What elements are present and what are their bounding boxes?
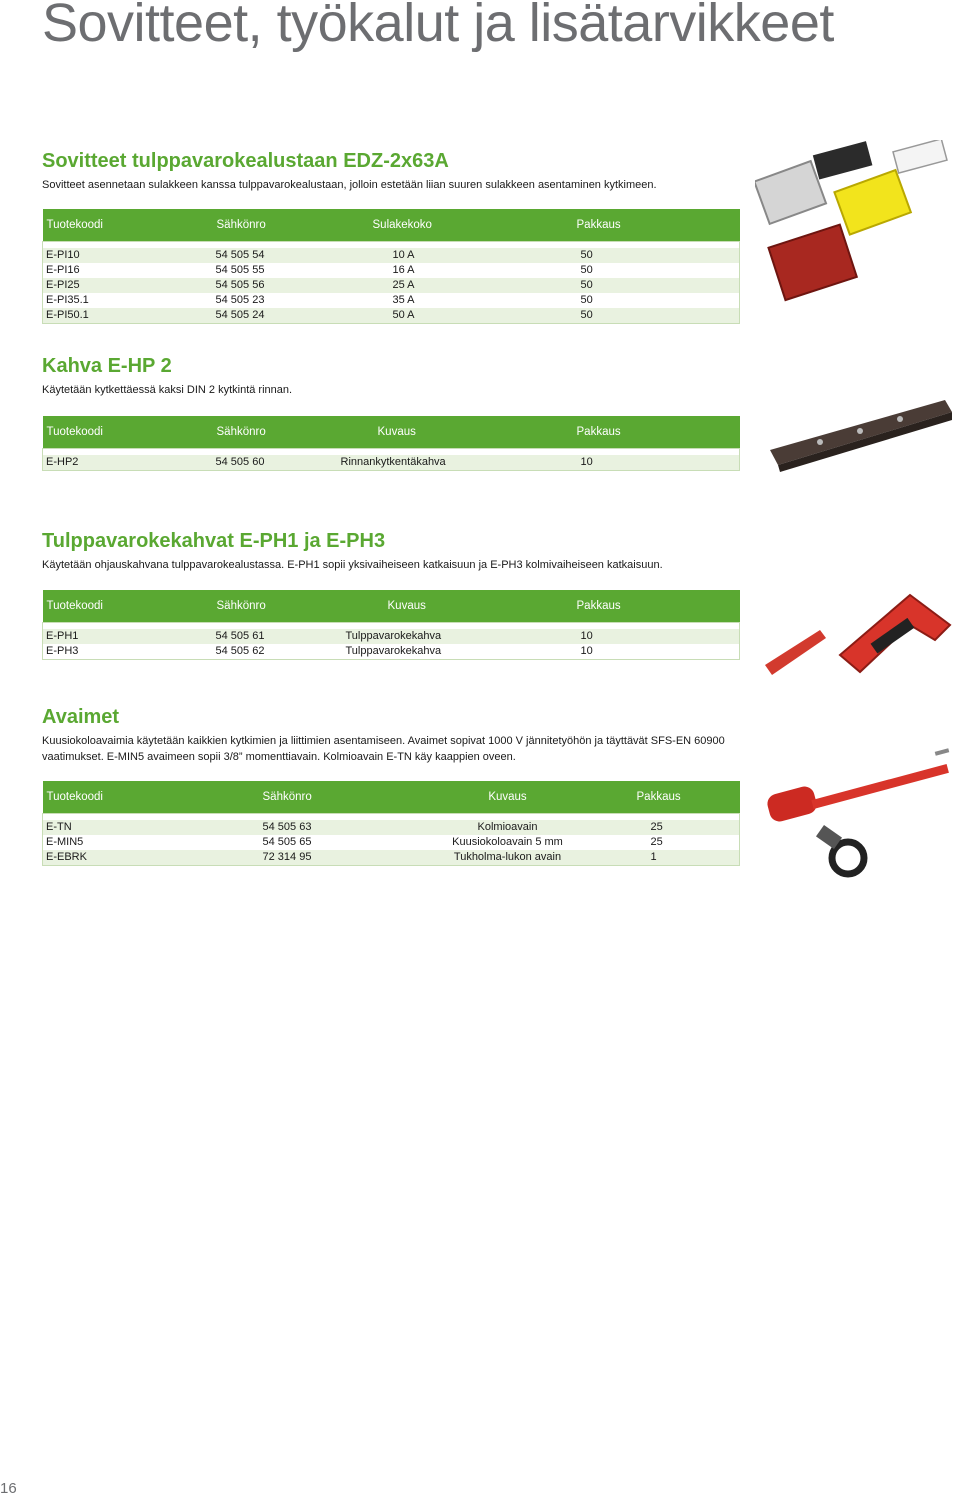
table-row [43, 263, 740, 278]
cell-number: 54 505 62 [213, 644, 343, 660]
cell-description: Tulppavarokekahva [343, 629, 573, 644]
table-row [43, 308, 740, 324]
cell-number: 72 314 95 [233, 850, 383, 866]
product-table [42, 590, 740, 660]
cell-pack: 10 [573, 455, 740, 471]
cell-code: E-PH3 [43, 644, 213, 660]
header-cell: Sähkönro [213, 209, 363, 242]
product-table [42, 781, 740, 866]
cell-code: E-PI50.1 [43, 308, 213, 324]
cell-number: 54 505 23 [213, 293, 363, 308]
header-cell: Tuotekoodi [43, 416, 213, 449]
section-title: Avaimet [42, 706, 120, 728]
table-row [43, 820, 740, 835]
table-row [43, 455, 740, 471]
cell-size: 16 A [363, 263, 573, 278]
cell-number: 54 505 55 [213, 263, 363, 278]
header-cell: Tuotekoodi [43, 781, 233, 814]
cell-number: 54 505 24 [213, 308, 363, 324]
cell-pack: 1 [633, 850, 740, 866]
cell-code: E-EBRK [43, 850, 233, 866]
cell-number: 54 505 65 [233, 835, 383, 850]
section-title: Sovitteet tulppavarokealustaan EDZ-2x63A [42, 150, 449, 172]
section-edz-adapters [42, 150, 740, 324]
header-cell: Pakkaus [573, 209, 740, 242]
section-ehp2-handle [42, 355, 740, 471]
cell-description: Kuusiokoloavain 5 mm [383, 835, 633, 850]
cell-number: 54 505 56 [213, 278, 363, 293]
header-cell: Sähkönro [213, 590, 343, 623]
header-cell: Tuotekoodi [43, 209, 213, 242]
fuse-handles-image [760, 580, 955, 690]
keys-image [760, 740, 955, 890]
cell-description: Tukholma-lukon avain [383, 850, 633, 866]
table-row [43, 629, 740, 644]
section-description: Käytetään kytkettäessä kaksi DIN 2 kytkintä rinnan. [42, 384, 293, 396]
cell-code: E-PI10 [43, 248, 213, 263]
cell-pack: 25 [633, 835, 740, 850]
table-row [43, 278, 740, 293]
cell-pack: 50 [573, 293, 740, 308]
cell-size: 25 A [363, 278, 573, 293]
page-number: 16 [0, 1480, 17, 1497]
cell-number: 54 505 63 [233, 820, 383, 835]
cell-description: Tulppavarokekahva [343, 644, 573, 660]
cell-code: E-MIN5 [43, 835, 233, 850]
header-cell: Sähkönro [213, 416, 338, 449]
cell-pack: 10 [573, 644, 740, 660]
cell-code: E-TN [43, 820, 233, 835]
cell-pack: 50 [573, 308, 740, 324]
header-cell: Kuvaus [338, 416, 573, 449]
header-cell: Pakkaus [633, 781, 740, 814]
table-row [43, 293, 740, 308]
parallel-handle-image [760, 390, 955, 490]
product-table [42, 209, 740, 324]
cell-code: E-HP2 [43, 455, 213, 471]
fuse-adapters-image [755, 140, 955, 320]
cell-code: E-PH1 [43, 629, 213, 644]
cell-code: E-PI25 [43, 278, 213, 293]
page-title: Sovitteet, työkalut ja lisätarvikkeet [42, 0, 834, 53]
cell-pack: 50 [573, 248, 740, 263]
header-cell: Sulakekoko [363, 209, 573, 242]
cell-number: 54 505 60 [213, 455, 338, 471]
cell-number: 54 505 54 [213, 248, 363, 263]
table-row [43, 850, 740, 866]
section-description: Kuusiokoloavaimia käytetään kaikkien kytkimien ja liittimien asentamiseen. Avaimet sopivat 1000 V jännitetyöhön ja täyttävät SFS-EN 60900 vaatimukset. E-MIN5 avaimeen sopii 3/8” momenttiavain. Kolmioavain E-TN käy kaappien oveen. [42, 735, 725, 763]
cell-pack: 50 [573, 278, 740, 293]
cell-number: 54 505 61 [213, 629, 343, 644]
section-title: Kahva E-HP 2 [42, 355, 172, 377]
section-description: Käytetään ohjauskahvana tulppavarokealustassa. E-PH1 sopii yksivaiheiseen katkaisuun ja E-PH3 kolmivaiheiseen katkaisuun. [42, 559, 663, 571]
cell-size: 35 A [363, 293, 573, 308]
section-eph-handles [42, 530, 740, 660]
header-cell: Pakkaus [573, 416, 740, 449]
section-description: Sovitteet asennetaan sulakkeen kanssa tulppavarokealustaan, jolloin estetään liian suuren sulakkeen asentaminen kytkimeen. [42, 179, 657, 191]
header-cell: Kuvaus [383, 781, 633, 814]
table-row [43, 835, 740, 850]
cell-size: 10 A [363, 248, 573, 263]
header-cell: Kuvaus [343, 590, 573, 623]
table-row [43, 644, 740, 660]
cell-description: Kolmioavain [383, 820, 633, 835]
header-cell: Pakkaus [573, 590, 740, 623]
cell-description: Rinnankytkentäkahva [338, 455, 573, 471]
product-table [42, 416, 740, 471]
cell-pack: 50 [573, 263, 740, 278]
cell-code: E-PI35.1 [43, 293, 213, 308]
section-keys [42, 706, 740, 866]
cell-pack: 10 [573, 629, 740, 644]
cell-code: E-PI16 [43, 263, 213, 278]
cell-pack: 25 [633, 820, 740, 835]
section-title: Tulppavarokekahvat E-PH1 ja E-PH3 [42, 530, 386, 552]
header-cell: Tuotekoodi [43, 590, 213, 623]
table-row [43, 248, 740, 263]
header-cell: Sähkönro [233, 781, 383, 814]
cell-size: 50 A [363, 308, 573, 324]
